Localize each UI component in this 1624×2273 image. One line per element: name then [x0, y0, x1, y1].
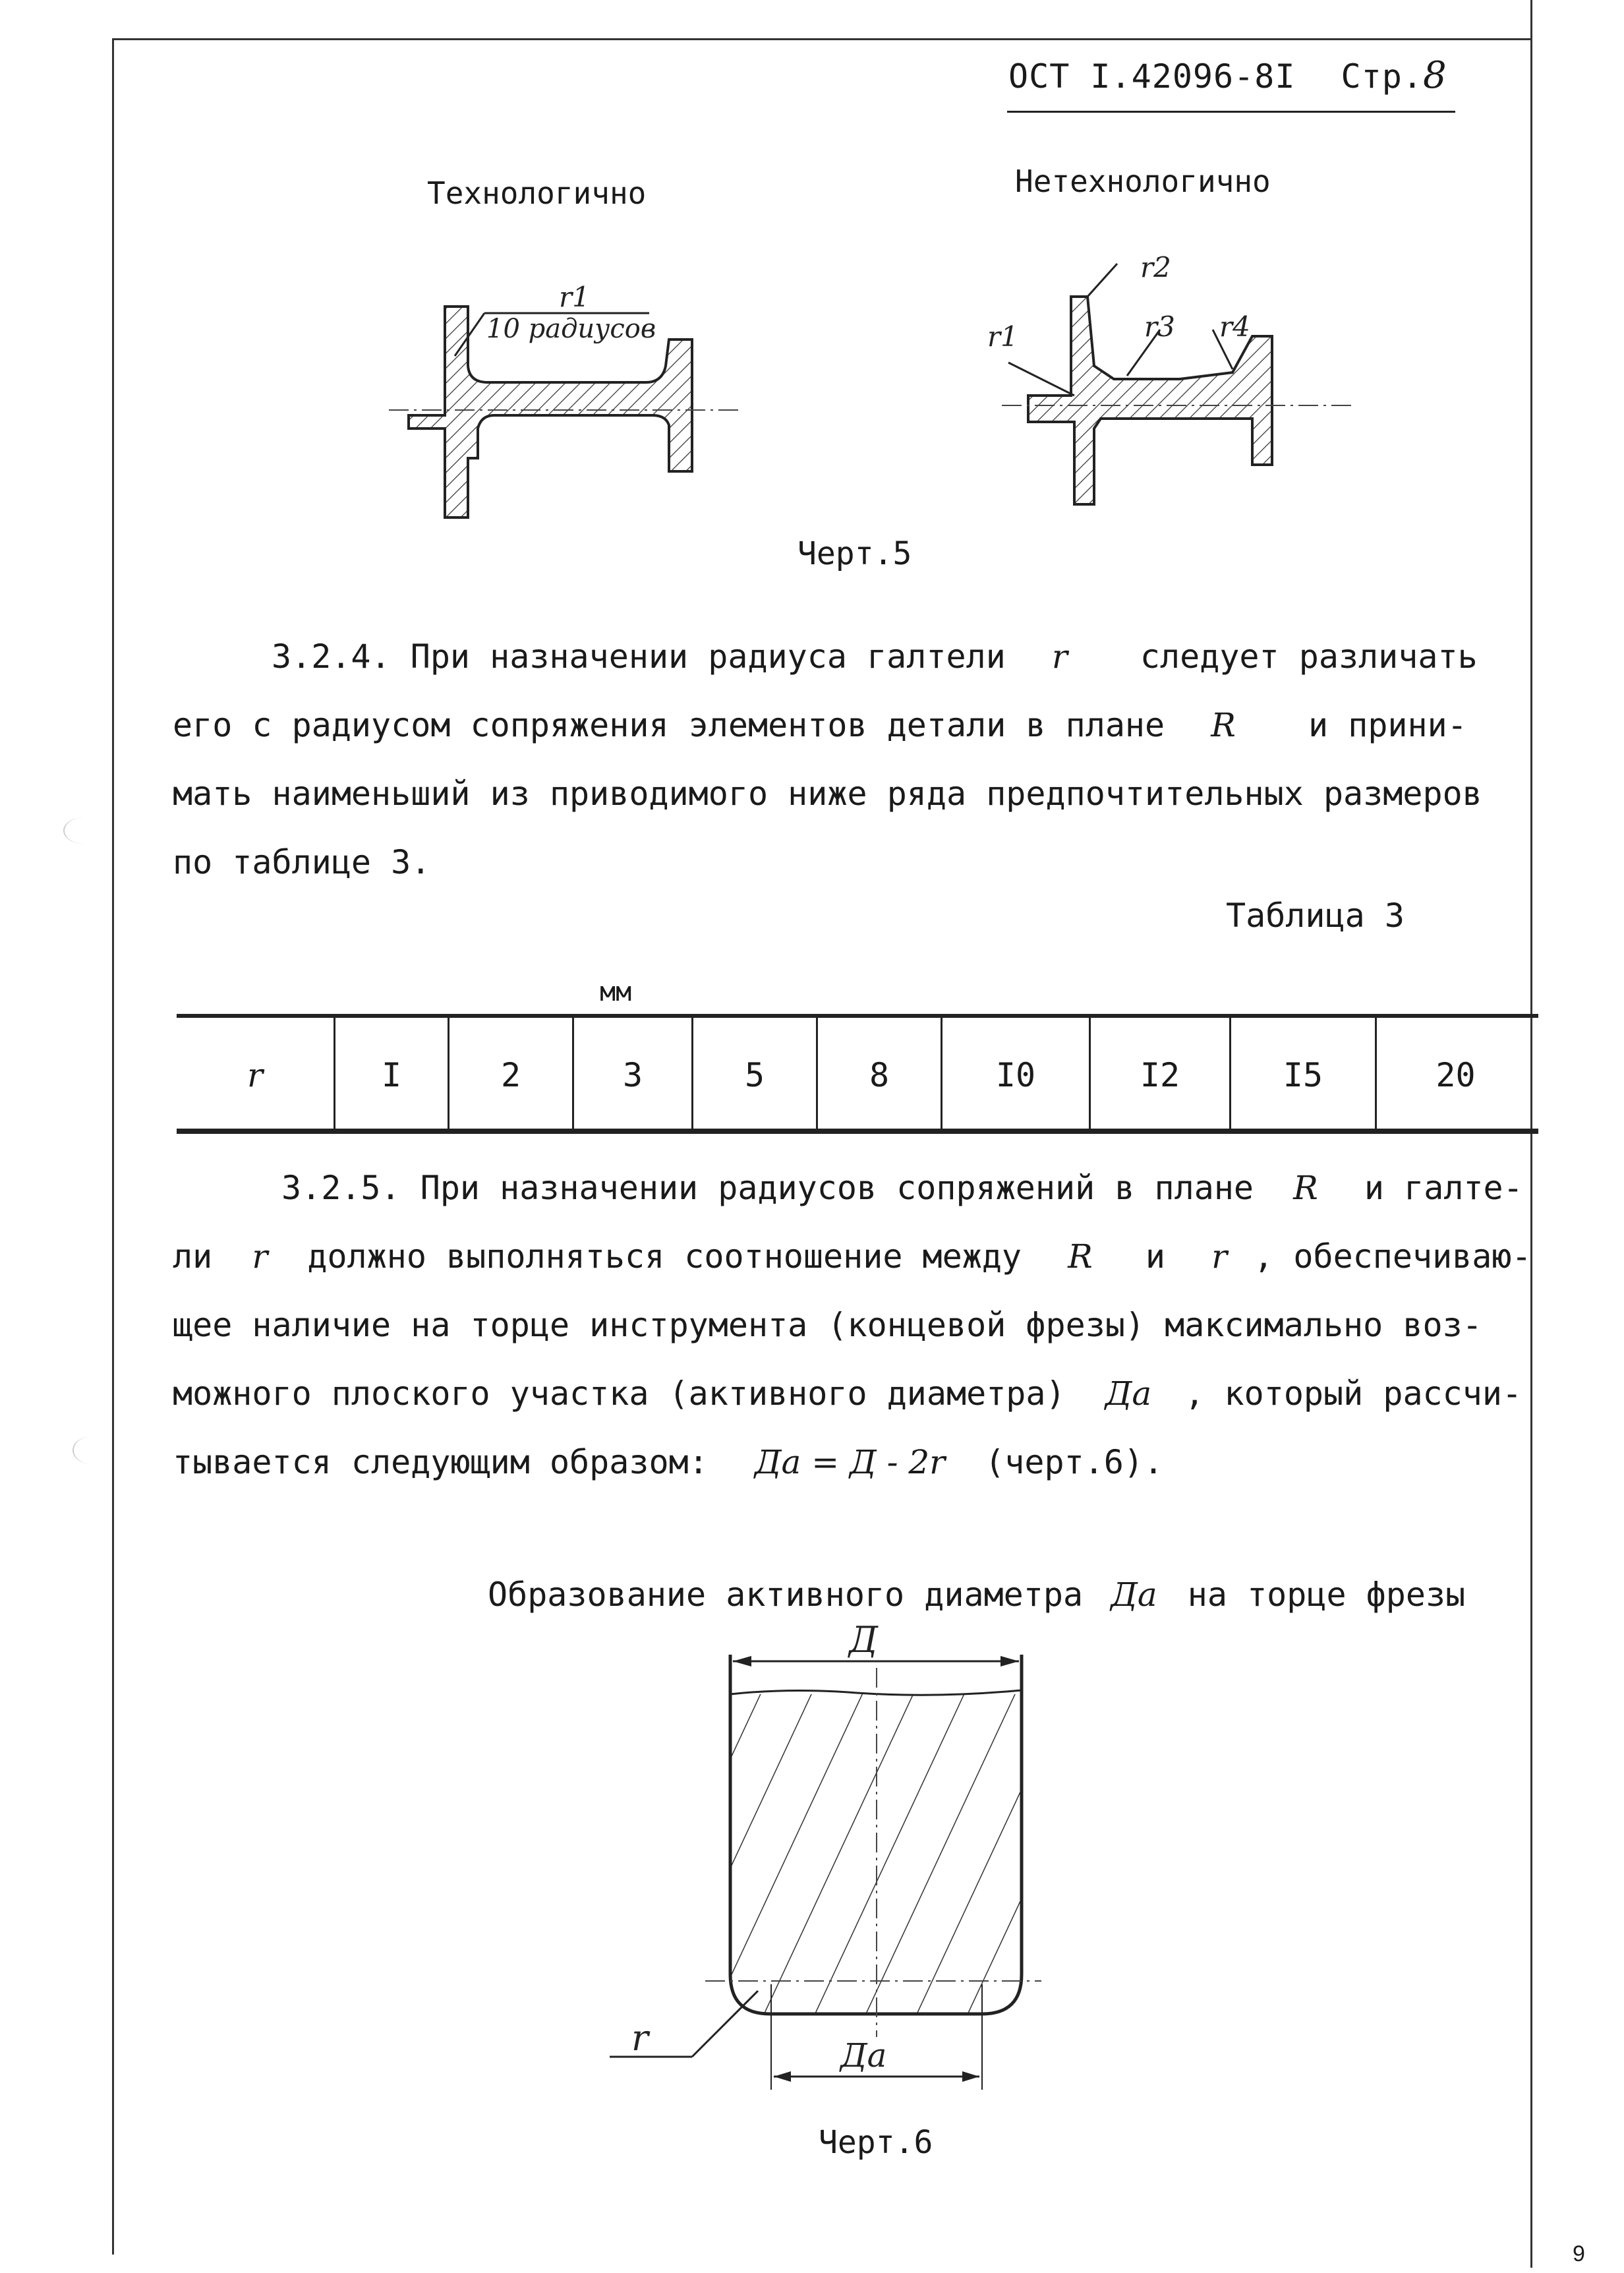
fig5-right-r4-label: r4: [1219, 310, 1250, 343]
sheet-number: 9: [1573, 2241, 1585, 2266]
fig6-Da-label: Да: [840, 2036, 887, 2075]
fig6-title-text: Образование активного диаметра: [488, 1576, 1084, 1614]
para324-line2: его с радиусом сопряжения элементов детали в плане: [173, 706, 1165, 744]
fig6-title-symbol: Да: [1111, 1576, 1157, 1614]
fig6-drawing: [593, 1615, 1068, 2103]
fig6-caption: Черт.6: [819, 2124, 933, 2161]
para324-line4: по таблице 3.: [173, 843, 431, 881]
page-frame-right: [1530, 0, 1532, 2268]
table3-cell: I0: [942, 1017, 1090, 1134]
fig6-D-label: Д: [849, 1619, 878, 1661]
page-frame-top: [112, 38, 1532, 40]
fig5-right-r1-label: r1: [987, 320, 1018, 353]
para324-line1-tail: следует различать: [1140, 637, 1478, 676]
para325-line2-a: ли: [173, 1237, 213, 1276]
para325-line4-tail: , который рассчи-: [1184, 1374, 1522, 1413]
table3-header-cell: r: [247, 1056, 263, 1094]
paragraph-3-2-5: [173, 1154, 1530, 1496]
table3-title: Таблица 3: [1226, 897, 1405, 935]
page-label: Стр.: [1341, 57, 1423, 96]
table3-cell: 2: [449, 1017, 573, 1134]
symbol-R: R: [1068, 1237, 1093, 1276]
table3-cell: 8: [817, 1017, 942, 1134]
table3-cell: I2: [1090, 1017, 1231, 1134]
table3-cell: 20: [1376, 1017, 1535, 1134]
fig5-right-r2-label: r2: [1140, 251, 1171, 283]
header-underline: [1007, 111, 1455, 113]
fig5-left-r1-label: r1: [559, 281, 590, 313]
fig6-r-label: r: [631, 2017, 649, 2059]
table3-cell: I5: [1231, 1017, 1376, 1134]
symbol-r: r: [252, 1237, 268, 1276]
para325-line1-tail: и галте-: [1364, 1169, 1523, 1207]
fig5-right-drawing: [982, 237, 1378, 514]
symbol-R: R: [1293, 1169, 1318, 1207]
para324-line2-tail: и прини-: [1308, 706, 1467, 744]
fig6-title-tail: на торце фрезы: [1187, 1576, 1466, 1614]
page-number: 8: [1422, 54, 1447, 97]
para325-line1: 3.2.5. При назначении радиусов сопряжений в плане: [281, 1169, 1254, 1207]
paragraph-3-2-4: [173, 622, 1524, 897]
symbol-r: r: [1051, 637, 1068, 676]
table-row: [177, 1017, 1534, 1134]
document-header: [1008, 54, 1447, 97]
table3: [177, 1017, 1534, 1134]
fig5-left-drawing: [369, 251, 765, 534]
fig5-caption: Черт.5: [798, 535, 912, 572]
punch-hole-mark: [63, 817, 104, 844]
fig5-left-title: Технологично: [427, 175, 647, 211]
punch-hole-mark: [72, 1437, 107, 1463]
table3-cell: I: [335, 1017, 449, 1134]
formula: Да = Д - 2r: [754, 1443, 946, 1481]
page-frame-left: [112, 40, 114, 2255]
table3-cell: 5: [693, 1017, 817, 1134]
table3-cell: 3: [573, 1017, 693, 1134]
para325-line5: тывается следующим образом:: [173, 1443, 709, 1481]
para325-line2-c: и: [1145, 1237, 1166, 1276]
fig5-left-radii-label: 10 радиусов: [486, 314, 656, 344]
symbol-Da: Да: [1105, 1374, 1152, 1413]
table3-bottom-rule: [177, 1129, 1538, 1134]
fig5-right-title: Нетехнологично: [1015, 163, 1271, 199]
para324-line1: 3.2.4. При назначении радиуса галтели: [272, 637, 1006, 676]
fig5-right-r3-label: r3: [1144, 310, 1175, 343]
para324-line3: мать наименьший из приводимого ниже ряда предпочтительных размеров: [173, 775, 1482, 813]
para325-line4: можного плоского участка (активного диаметра): [173, 1374, 1066, 1413]
table3-unit: мм: [600, 977, 632, 1007]
symbol-R: R: [1211, 706, 1236, 744]
para325-line3: щее наличие на торце инструмента (концевой фрезы) максимально воз-: [173, 1306, 1482, 1344]
para325-line5-tail: (черт.6).: [985, 1443, 1164, 1481]
fig6-title: [488, 1576, 1465, 1614]
para325-line2-d: , обеспечиваю-: [1254, 1237, 1532, 1276]
standard-code: ОСТ I.42096-8I: [1008, 57, 1296, 96]
para325-line2-b: должно выполняться соотношение между: [307, 1237, 1022, 1276]
symbol-r: r: [1211, 1237, 1228, 1276]
